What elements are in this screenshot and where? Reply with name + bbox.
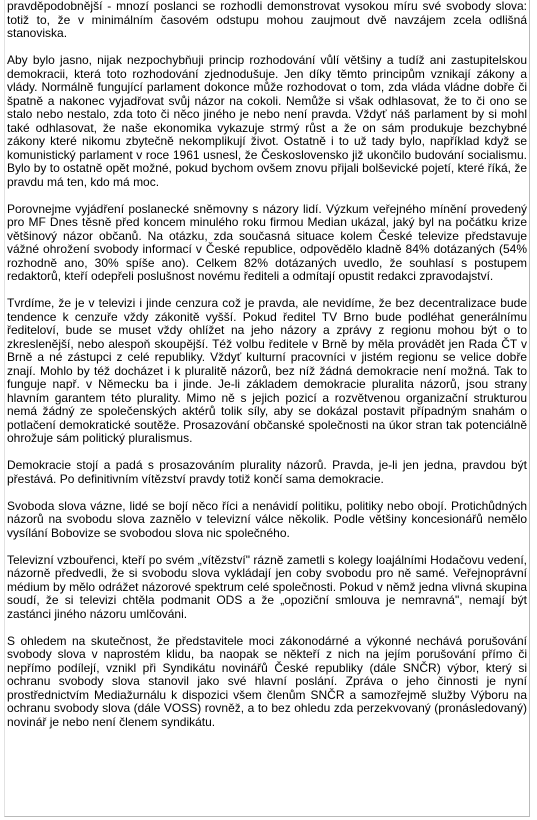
paragraph-3: Porovnejme vyjádření poslanecké sněmovny s názory lidí. Výzkum veřejného mínění provedený pro MF Dnes těsně před koncem minulého roku firmou Median ukázal, jaký byl na počátku krize většinový názor občanů. Na otázku, zda současná situace kolem České televize představuje vážné ohrožení svobody informací v České republice, odpovědělo kladně 84% dotázaných (54% rozhodně ano, 30% spíše ano). Celkem 82% dotázaných uvedlo, že souhlasí s postupem redaktorů, kteří odepřeli poslušnost novému řediteli a odmítají opustit redakci zpravodajství. — [7, 201, 527, 283]
document-body — [7, 0, 527, 729]
paragraph-8: S ohledem na skutečnost, že představitele moci zákonodárné a výkonné nechává porušování svobody slova v naprostém klidu, ba naopak se někteří z nich na jejím porušování přímo či nepřímo podílejí, vznikl při Syndikátu novinářů České republiky (dále SNČR) výbor, který si ochranu svobody slova stanovil jako své hlavní poslání. Zpráva o jeho činnosti je nyní prostřednictvím Mediažurnálu k dispozici všem členům SNČR a samozřejmě služby Výboru na ochranu svobody slova (dále VOSS) rovněž, a to bez ohledu zda perzekvovaný (pronásledovaný) novinář je nebo není členem syndikátu. — [7, 633, 527, 729]
paragraph-5: Demokracie stojí a padá s prosazováním plurality názorů. Pravda, je-li jen jedna, pravdou být přestává. Po definitivním vítězství pravdy totiž končí sama demokracie. — [7, 458, 527, 486]
paragraph-1: pravděpodobnější - mnozí poslanci se rozhodli demonstrovat vysokou míru své svobody slova: totiž to, že v minimálním časovém odstupu mohou zaujmout dvě navzájem zcela odlišná stanoviska. — [7, 0, 527, 40]
paragraph-7: Televizní vzbouřenci, kteří po svém „vítězství" rázně zametli s kolegy loajálními Hodačovu vedení, názorně předvedli, že si svobodu slova vykládají jen coby svobodu pro ně samé. Veřejnoprávní médium by mělo odrážet názorové spektrum celé společnosti. Pokud v němž jedna vlivná skupina soudí, že si televizi chtěla podmanit ODS a že „opoziční smlouva je nemravná", nemají být zastánci jiného názoru umlčováni. — [7, 552, 527, 621]
paragraph-6: Svoboda slova vázne, lidé se bojí něco říci a nenávidí politiku, politiky nebo obojí. Protichůdných názorů na svobodu slova zaznělo v televizní válce několik. Podle většiny koncesionářů nemělo vysílání Bobovize se svobodou slova nic společného. — [7, 498, 527, 540]
paragraph-2: Aby bylo jasno, nijak nezpochybňuji princip rozhodování vůlí většiny a tudíž ani zastupitelskou demokracii, která toto rozhodování zjednodušuje. Jen díky těmto principům vznikají zákony a vlády. Normálně fungující parlament dokonce může rozhodovat o tom, zda vláda vládne dobře či špatně a nakonec vyjadřovat svůj názor na cokoli. Nemůže si však odhlasovat, že to či ono se stalo nebo nestalo, zda toto či něco jiného je nebo není pravda. Vždyť náš parlament by si mohl také odhlasovat, že naše ekonomika vykazuje strmý růst a že on sám produkuje bezchybné zákony které nikomu zbytečně nekomplikují život. Ostatně i to už tady bylo, například když se komunistický parlament v roce 1961 usnesl, že Československo již ukončilo budování socialismu. Bylo by to ostatně opět možné, pokud bychom ovšem znovu přijali bolševické pojetí, které říká, že pravdu má ten, kdo má moc. — [7, 53, 527, 189]
document-page — [4, 0, 530, 817]
paragraph-4: Tvrdíme, že je v televizi i jinde cenzura což je pravda, ale nevidíme, že bez decentralizace bude tendence k cenzuře vždy zákonitě vyšší. Pokud ředitel TV Brno bude podléhat generálnímu řediteloví, bude se muset vždy ohlížet na jeho názory a zprávy z regionu mohou být o to zkreslenější, nebo alespoň skoupější. Též volbu ředitele v Brně by měla provádět jen Rada ČT v Brně a né zástupci z celé republiky. Vždyť kulturní pracovníci v jistém regionu se velice dobře znají. Mohlo by též docházet i k pluralitě názorů, bez níž žádná demokracie není možná. Tak to funguje např. v Německu ba i jinde. Je-li základem demokracie pluralita názorů, jsou strany hlavním garantem této plurality. Mimo ně s jejich pozicí a rozvětvenou organizační strukturou nemá žádný ze společenských aktérů tolik síly, aby se dokázal postavit případným snahám o potlačení demokratické soutěže. Prosazování občanské společnosti na úkor stran tak potenciálně ohrožuje sám politický pluralismus. — [7, 296, 527, 445]
